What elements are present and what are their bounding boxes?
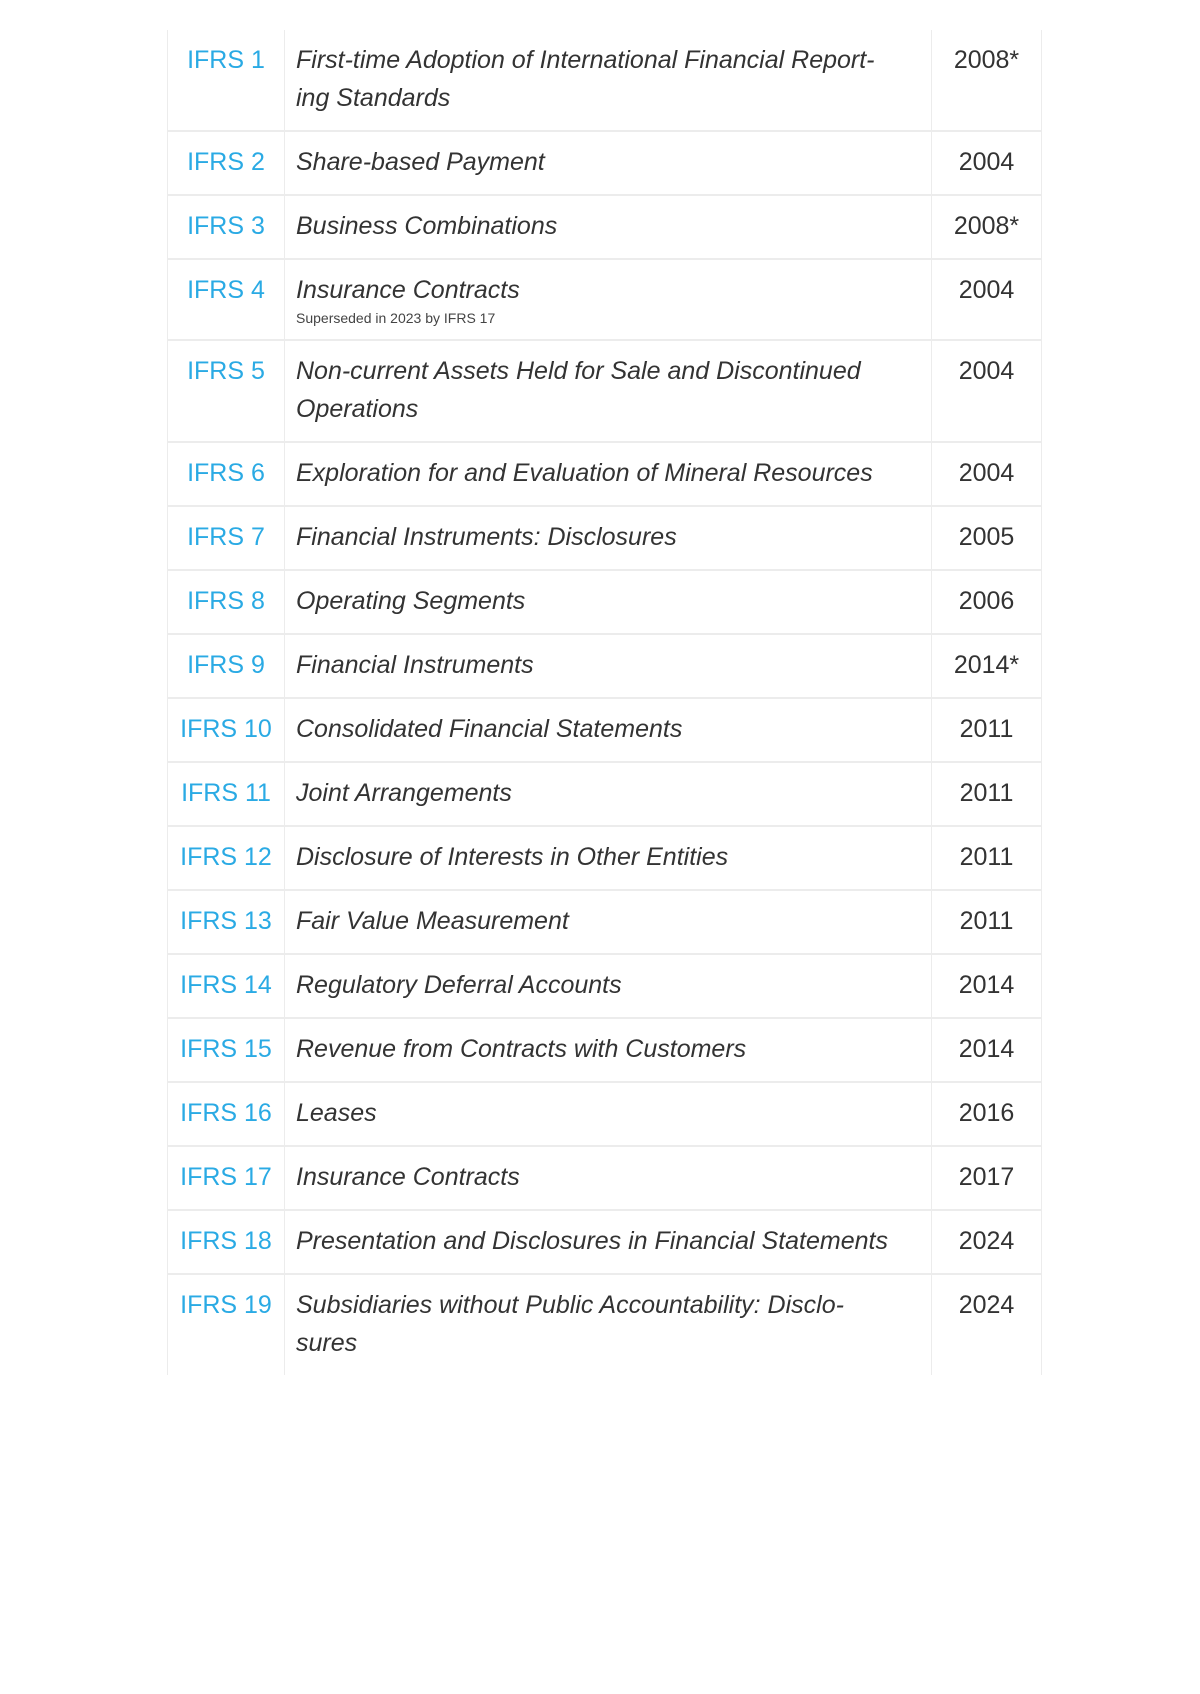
standard-code-link[interactable]: IFRS 14	[168, 954, 285, 1018]
standard-year: 2011	[932, 762, 1042, 826]
standard-code-link[interactable]: IFRS 9	[168, 634, 285, 698]
table-row	[168, 131, 1042, 195]
standard-title-text: Consolidated Financial Statements	[296, 715, 683, 743]
standard-title	[285, 195, 932, 259]
standard-title	[285, 1210, 932, 1274]
table-row	[168, 826, 1042, 890]
standard-title	[285, 340, 932, 442]
standard-title	[285, 634, 932, 698]
table-row	[168, 634, 1042, 698]
standard-year: 2008*	[932, 195, 1042, 259]
standard-year: 2024	[932, 1274, 1042, 1375]
standard-title-text: Insurance Contracts	[296, 276, 520, 304]
standard-title	[285, 826, 932, 890]
standard-title-text: Non-current Assets Held for Sale and Discontinued Operations	[296, 357, 861, 423]
standard-title	[285, 131, 932, 195]
table-row	[168, 1274, 1042, 1375]
standard-year: 2005	[932, 506, 1042, 570]
table-row	[168, 1210, 1042, 1274]
standard-year: 2004	[932, 259, 1042, 340]
standard-title-text: Exploration for and Evaluation of Mineral Resources	[296, 459, 873, 487]
standard-title-text: Fair Value Measurement	[296, 907, 569, 935]
standard-year: 2004	[932, 131, 1042, 195]
standard-title-text: Leases	[296, 1099, 377, 1127]
standard-code-link[interactable]: IFRS 19	[168, 1274, 285, 1375]
standard-code-link[interactable]: IFRS 11	[168, 762, 285, 826]
standard-title	[285, 259, 932, 340]
standard-title	[285, 698, 932, 762]
standard-title	[285, 506, 932, 570]
standard-code-link[interactable]: IFRS 18	[168, 1210, 285, 1274]
standard-year: 2004	[932, 340, 1042, 442]
standard-title	[285, 954, 932, 1018]
standard-title-text: Share-based Payment	[296, 148, 545, 176]
table-row	[168, 698, 1042, 762]
standard-code-link[interactable]: IFRS 3	[168, 195, 285, 259]
table-row	[168, 30, 1042, 131]
table-row	[168, 340, 1042, 442]
standard-title-text: Subsidiaries without Public Accountability: Disclo- sures	[296, 1291, 844, 1357]
standard-year: 2014	[932, 1018, 1042, 1082]
standard-code-link[interactable]: IFRS 7	[168, 506, 285, 570]
ifrs-standards-table	[167, 30, 1042, 1375]
table-row	[168, 259, 1042, 340]
standard-title-text: Business Combinations	[296, 212, 558, 240]
standard-title	[285, 442, 932, 506]
table-row	[168, 442, 1042, 506]
standard-code-link[interactable]: IFRS 6	[168, 442, 285, 506]
standard-code-link[interactable]: IFRS 15	[168, 1018, 285, 1082]
standard-title-text: Financial Instruments	[296, 651, 534, 679]
standard-code-link[interactable]: IFRS 4	[168, 259, 285, 340]
standard-note: Superseded in 2023 by IFRS 17	[296, 310, 496, 326]
standard-year: 2024	[932, 1210, 1042, 1274]
table-row	[168, 1018, 1042, 1082]
standard-code-link[interactable]: IFRS 1	[168, 30, 285, 131]
table-row	[168, 954, 1042, 1018]
standard-title	[285, 762, 932, 826]
table-row	[168, 890, 1042, 954]
standard-title-text: Operating Segments	[296, 587, 526, 615]
standard-title-text: Revenue from Contracts with Customers	[296, 1035, 747, 1063]
standard-title-text: Insurance Contracts	[296, 1163, 520, 1191]
table-row	[168, 195, 1042, 259]
standard-year: 2014	[932, 954, 1042, 1018]
table-row	[168, 1146, 1042, 1210]
table-row	[168, 1082, 1042, 1146]
standard-year: 2008*	[932, 30, 1042, 131]
standard-title-text: Financial Instruments: Disclosures	[296, 523, 677, 551]
standard-code-link[interactable]: IFRS 10	[168, 698, 285, 762]
standard-title	[285, 1146, 932, 1210]
standard-title-text: First-time Adoption of International Financial Report- ing Standards	[296, 46, 875, 112]
standard-title	[285, 1018, 932, 1082]
standard-code-link[interactable]: IFRS 5	[168, 340, 285, 442]
standard-code-link[interactable]: IFRS 13	[168, 890, 285, 954]
standard-year: 2004	[932, 442, 1042, 506]
standard-title	[285, 570, 932, 634]
standard-code-link[interactable]: IFRS 17	[168, 1146, 285, 1210]
standard-code-link[interactable]: IFRS 12	[168, 826, 285, 890]
ifrs-table-body	[168, 30, 1042, 1375]
standard-year: 2011	[932, 890, 1042, 954]
standard-title-text: Presentation and Disclosures in Financial Statements	[296, 1227, 888, 1255]
standard-title	[285, 1082, 932, 1146]
standard-year: 2014*	[932, 634, 1042, 698]
standard-title-text: Disclosure of Interests in Other Entities	[296, 843, 729, 871]
table-row	[168, 570, 1042, 634]
standard-title	[285, 890, 932, 954]
standard-code-link[interactable]: IFRS 8	[168, 570, 285, 634]
standard-year: 2017	[932, 1146, 1042, 1210]
standard-title-text: Regulatory Deferral Accounts	[296, 971, 622, 999]
standard-year: 2011	[932, 826, 1042, 890]
table-row	[168, 762, 1042, 826]
standard-year: 2011	[932, 698, 1042, 762]
standard-code-link[interactable]: IFRS 16	[168, 1082, 285, 1146]
standard-title-text: Joint Arrangements	[296, 779, 512, 807]
table-row	[168, 506, 1042, 570]
standard-code-link[interactable]: IFRS 2	[168, 131, 285, 195]
standard-year: 2006	[932, 570, 1042, 634]
standard-title	[285, 30, 932, 131]
standard-year: 2016	[932, 1082, 1042, 1146]
standard-title	[285, 1274, 932, 1375]
